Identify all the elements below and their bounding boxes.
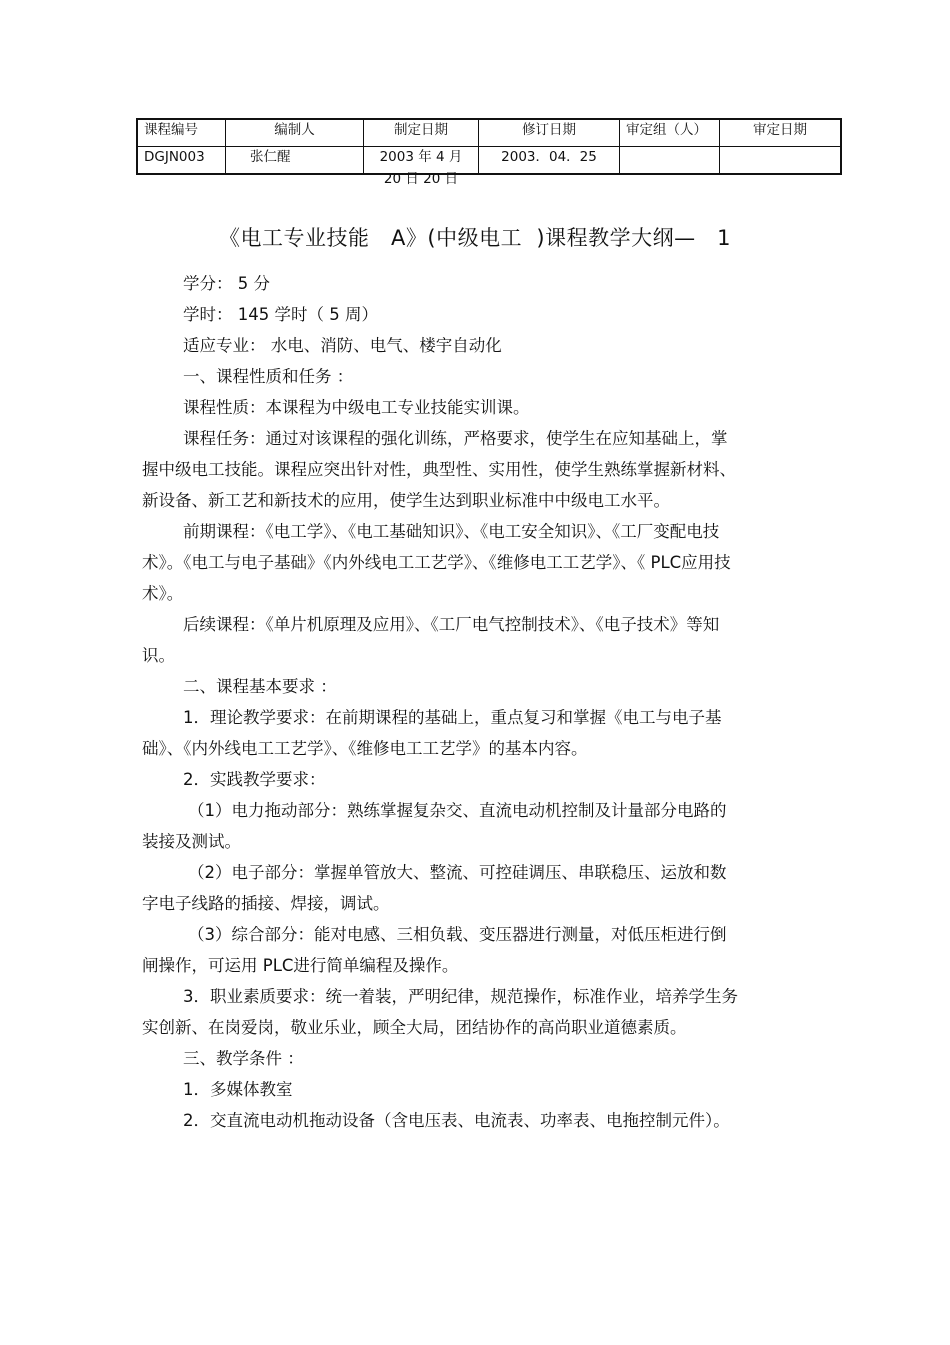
- revised-date-cell: 2003．04．25: [479, 147, 620, 175]
- practice-comprehensive-paragraph: （3）综合部分：能对电感、三相负载、变压器进行测量，对低压柜进行倒闸操作，可运用 PLC进行简单编程及操作。: [142, 925, 727, 975]
- majors-line: 适应专业： 水电、消防、电气、楼宇自动化: [183, 336, 502, 355]
- created-date-line2: 20 日 20 日: [383, 171, 459, 187]
- course-code-cell: DGJN003: [137, 147, 226, 175]
- condition-item-motor-equipment: 2．交直流电动机拖动设备（含电压表、电流表、功率表、电拖控制元件）。: [183, 1111, 730, 1130]
- hours-line: 学时： 145 学时（ 5 周）: [183, 305, 378, 324]
- practice-electronics-paragraph: （2）电子部分：掌握单管放大、整流、可控硅调压、串联稳压、运放和数字电子线路的插接、焊接，调试。: [142, 863, 727, 913]
- course-task-paragraph: 课程任务：通过对该课程的强化训练，严格要求，使学生在应知基础上，掌握中级电工技能。课程应突出针对性，典型性、实用性，使学生熟练掌握新材料、新设备、新工艺和新技术的应用，使学生达到职业标准中中级电工水平。: [142, 429, 736, 510]
- header-review-group: 审定组（人）: [620, 119, 720, 147]
- header-course-code: 课程编号: [137, 119, 226, 147]
- condition-item-multimedia: 1．多媒体教室: [183, 1080, 293, 1099]
- header-created-date: 制定日期: [364, 119, 479, 147]
- theory-requirement-paragraph: 1．理论教学要求：在前期课程的基础上，重点复习和掌握《电工与电子基础》、《内外线电工工艺学》、《维修电工工艺学》的基本内容。: [142, 708, 722, 758]
- professional-quality-paragraph: 3．职业素质要求：统一着装，严明纪律，规范操作，标准作业，培养学生务实创新、在岗爱岗，敬业乐业，顾全大局，团结协作的高尚职业道德素质。: [142, 987, 738, 1037]
- created-date-cell: [364, 147, 479, 187]
- section-heading-nature-task: 一、课程性质和任务 ：: [183, 367, 354, 386]
- review-date-cell: [720, 147, 842, 175]
- credits-line: 学分： 5 分: [183, 274, 270, 293]
- section-heading-conditions: 三、教学条件 ：: [183, 1049, 304, 1068]
- course-nature-paragraph: 课程性质：本课程为中级电工专业技能实训课。: [183, 398, 530, 417]
- table-header-row: [137, 119, 841, 147]
- course-info-table: [136, 118, 842, 187]
- practice-requirement-heading: 2．实践教学要求：: [183, 770, 326, 789]
- document-title: 《电工专业技能 A》(中级电工 )课程教学大纲— 1: [218, 226, 731, 250]
- review-group-cell: [620, 147, 720, 175]
- header-author: 编制人: [226, 119, 364, 147]
- practice-motor-drive-paragraph: （1）电力拖动部分：熟练掌握复杂交、直流电动机控制及计量部分电路的装接及测试。: [142, 801, 727, 851]
- prerequisite-courses-paragraph: 前期课程：《电工学》、《电工基础知识》、《电工安全知识》、《工厂变配电技术》。《电工与电子基础》《内外线电工工艺学》、《维修电工工艺学》、《 PLC应用技术》。: [142, 522, 731, 603]
- header-revised-date: 修订日期: [479, 119, 620, 147]
- table-value-row: [137, 147, 841, 175]
- created-date-line1: 2003 年 4 月: [379, 149, 463, 165]
- followup-courses-paragraph: 后续课程：《单片机原理及应用》、《工厂电气控制技术》、《电子技术》等知识。: [142, 615, 720, 665]
- document-body: [142, 268, 742, 1136]
- section-heading-requirements: 二、课程基本要求 ：: [183, 677, 337, 696]
- author-cell: 张仁醒: [226, 147, 364, 175]
- header-review-date: 审定日期: [720, 119, 842, 147]
